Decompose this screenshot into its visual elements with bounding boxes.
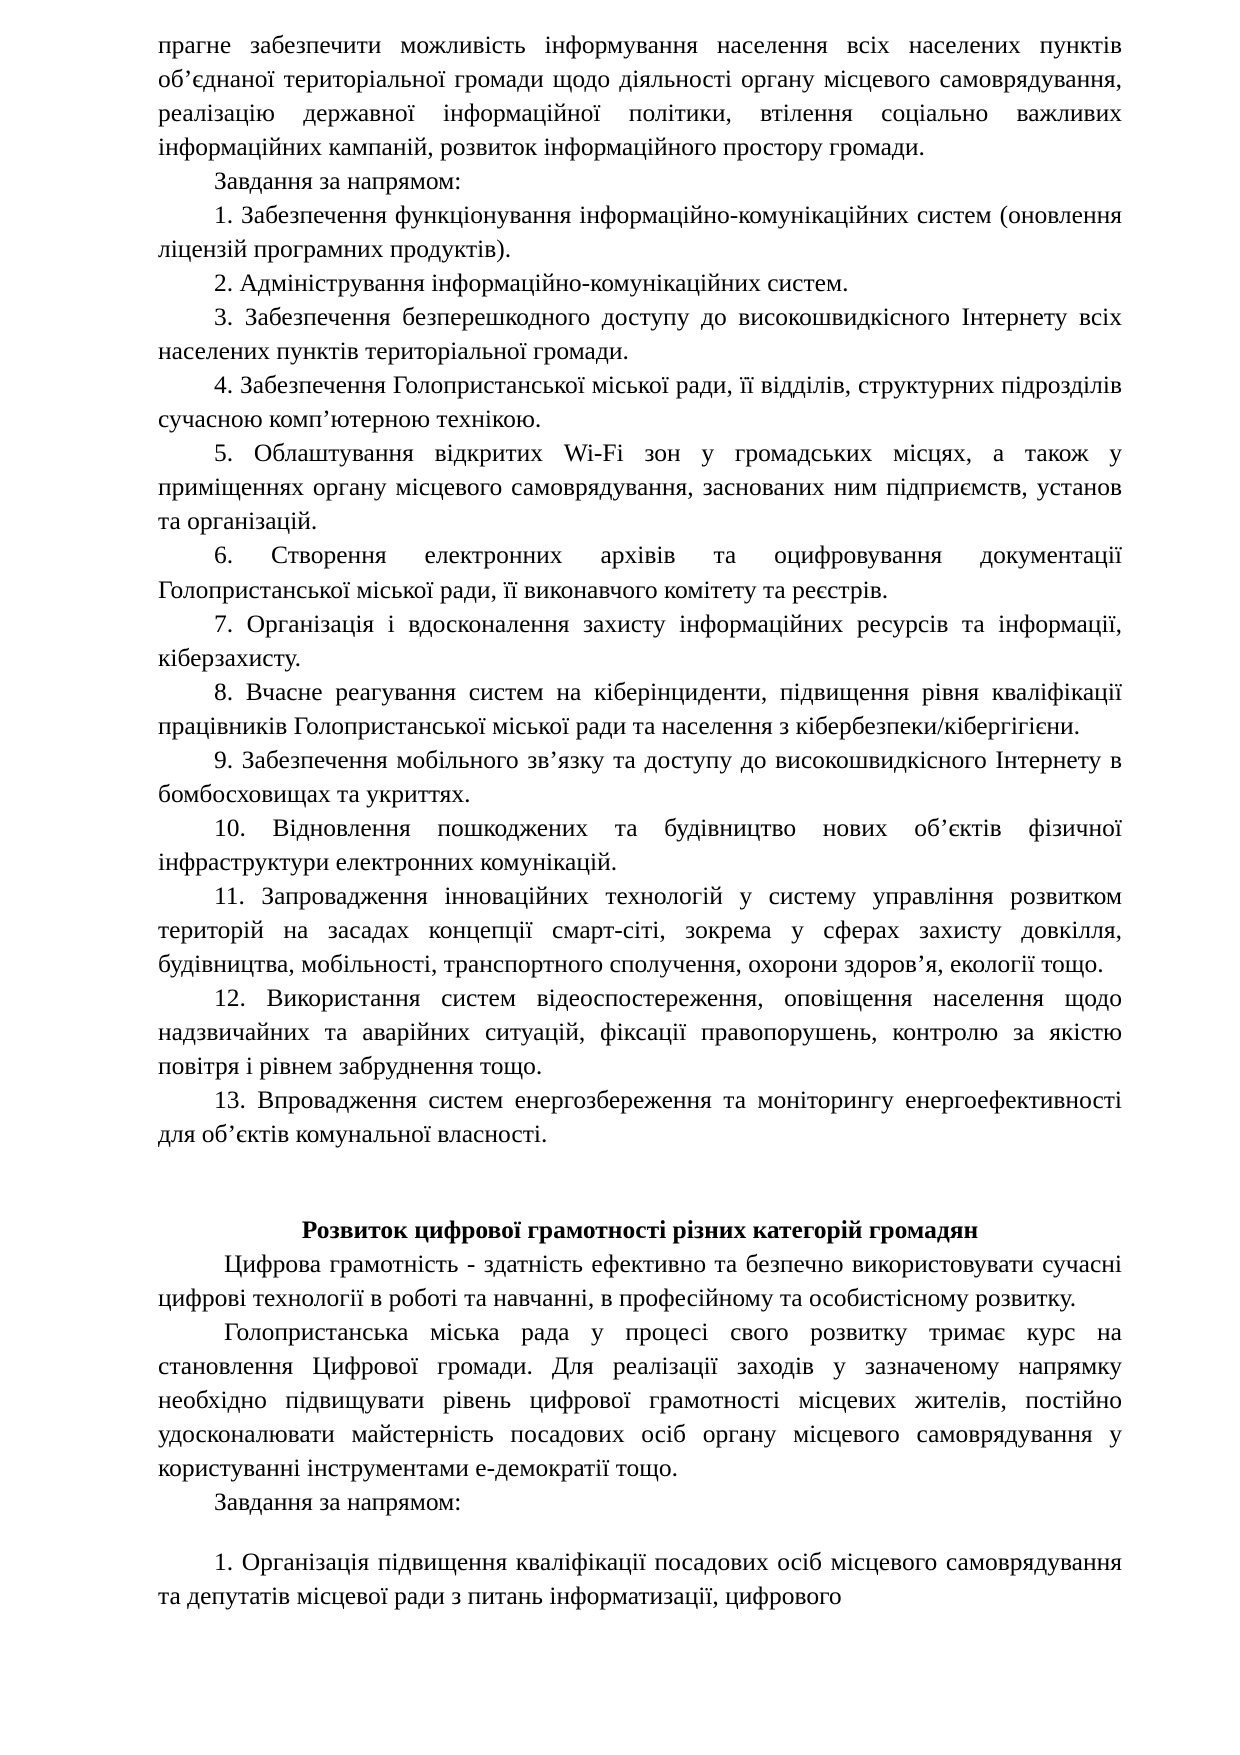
task-item: 1. Організація підвищення кваліфікації посадових осіб місцевого самоврядування та депутатів місцевої ради з питань інформатизації, цифрового (158, 1547, 1122, 1611)
task-item: 5. Облаштування відкритих Wi-Fi зон у громадських місцях, а також у приміщеннях органу місцевого самоврядування, заснованих ним підприємств, установ та організацій. (158, 438, 1122, 536)
task-item: 13. Впровадження систем енергозбереження та моніторингу енергоефективності для об’єктів комунальної власності. (158, 1084, 1122, 1148)
task-item: 11. Запровадження інноваційних технологій у систему управління розвитком територій на засадах концепції смарт-сіті, зокрема у сферах захисту довкілля, будівництва, мобільності, транспортного сполучення, охорони здоров’я, екології тощо. (158, 880, 1122, 978)
task-item: 8. Вчасне реагування систем на кіберінциденти, підвищення рівня кваліфікації працівників Голопристанської міської ради та населення з кібербезпеки/кібергігієни. (158, 676, 1122, 740)
task-item: 10. Відновлення пошкоджених та будівництво нових об’єктів фізичної інфраструктури електронних комунікацій. (158, 812, 1122, 876)
task-item: 3. Забезпечення безперешкодного доступу до високошвидкісного Інтернету всіх населених пунктів територіальної громади. (158, 302, 1122, 366)
section-spacer (158, 1151, 1122, 1213)
task-item: 7. Організація і вдосконалення захисту інформаційних ресурсів та інформації, кіберзахисту. (158, 608, 1122, 672)
task-item: 12. Використання систем відеоспостереження, оповіщення населення щодо надзвичайних та аварійних ситуацій, фіксації правопорушень, контролю за якістю повітря і рівнем забруднення тощо. (158, 982, 1122, 1080)
section-heading: Розвиток цифрової грамотності різних категорій громадян (301, 1215, 979, 1245)
task-item: 1. Забезпечення функціонування інформаційно-комунікаційних систем (оновлення ліцензій програмних продуктів). (158, 200, 1122, 264)
task-item: 6. Створення електронних архівів та оцифровування документації Голопристанської міської ради, її виконавчого комітету та реєстрів. (158, 540, 1122, 604)
tasks-label-2: Завдання за напрямом: (214, 1487, 462, 1517)
section-paragraph: Голопристанська міська рада у процесі свого розвитку тримає курс на становлення Цифрової громади. Для реалізації заходів у зазначеному напрямку необхідно підвищувати рівень цифрової грамотності місцевих жителів, постійно удосконалювати майстерність посадових осіб органу місцевого самоврядування у користуванні інструментами е-демократії тощо. (158, 1317, 1122, 1483)
task-item: 2. Адміністрування інформаційно-комунікаційних систем. (214, 268, 849, 298)
section-paragraph: Цифрова грамотність - здатність ефективно та безпечно використовувати сучасні цифрові технології в роботі та навчанні, в професійному та особистісному розвитку. (158, 1249, 1122, 1313)
paragraph-spacer (158, 1519, 1122, 1545)
tasks-label-1: Завдання за напрямом: (214, 166, 462, 196)
document-body (158, 28, 1122, 1613)
task-item: 4. Забезпечення Голопристанської міської ради, її відділів, структурних підрозділів сучасною комп’ютерною технікою. (158, 370, 1122, 434)
task-item: 9. Забезпечення мобільного зв’язку та доступу до високошвидкісного Інтернету в бомбосховищах та укриттях. (158, 744, 1122, 808)
intro-paragraph: прагне забезпечити можливість інформування населення всіх населених пунктів об’єднаної територіальної громади щодо діяльності органу місцевого самоврядування, реалізацію державної інформаційної політики, втілення соціально важливих інформаційних кампаній, розвиток інформаційного простору громади. (158, 30, 1122, 162)
